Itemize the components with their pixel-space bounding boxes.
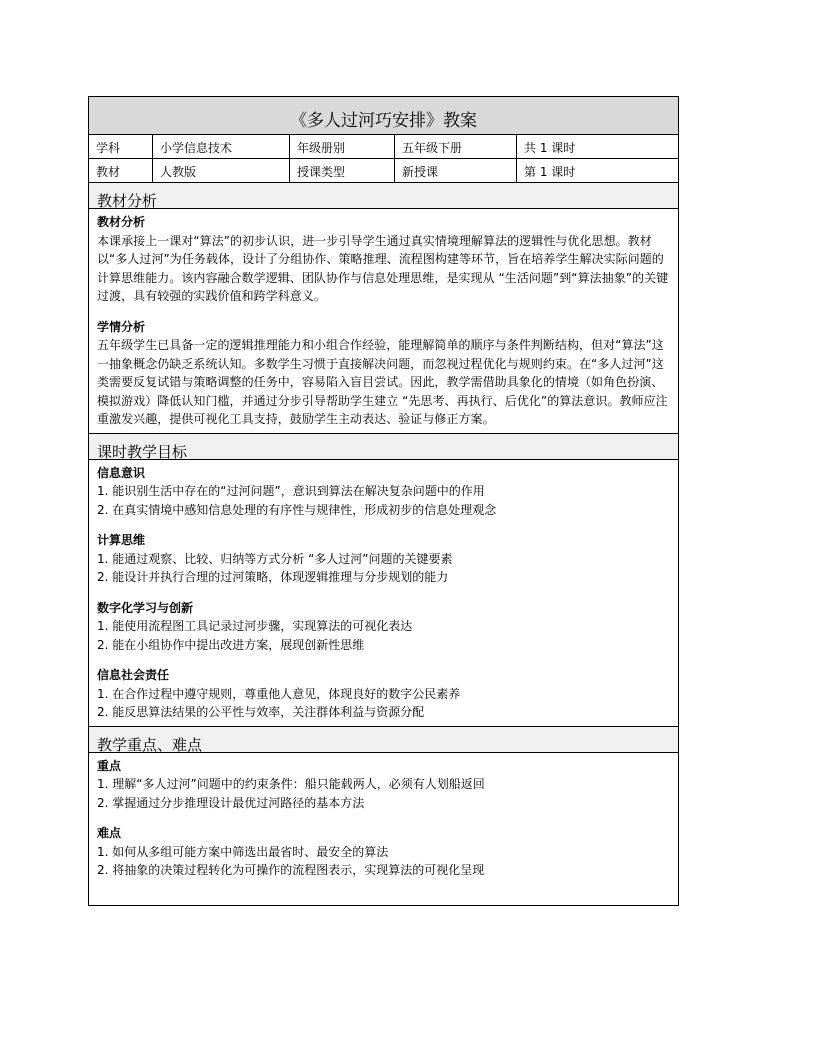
section-body-keypoints xyxy=(89,753,678,884)
meta-cell: 第 1 课时 xyxy=(524,165,576,179)
subheading: 计算思维 xyxy=(97,533,146,547)
meta-cell: 共 1 课时 xyxy=(524,141,576,155)
section-body-material xyxy=(89,209,678,434)
meta-cell: 新授课 xyxy=(395,159,517,182)
document-title: 《多人过河巧安排》教案 xyxy=(89,97,678,135)
paragraph: 五年级学生已具备一定的逻辑推理能力和小组合作经验，能理解简单的顺序与条件判断结构，但对“算法”这一抽象概念仍缺乏系统认知。多数学生习惯于直接解决问题，而忽视过程优化与规则约束。在“多人过河”这类需要反复试错与策略调整的任务中，容易陷入盲目尝试。因此，教学需借助具象化的情境（如角色扮演、模拟游戏）降低认知门槛，并通过分步引导帮助学生建立 “先思考、再执行、后优化”的算法意识。教师应注重激发兴趣，提供可视化工具支持，鼓励学生主动表达、验证与修正方案。 xyxy=(97,338,668,426)
meta-cell: 人教版 xyxy=(153,159,290,182)
section-body-objectives xyxy=(89,460,678,727)
section-heading-material: 教材分析 xyxy=(89,183,678,209)
lesson-plan-document xyxy=(88,96,679,906)
list-item: 2. 掌握通过分步推理设计最优过河路径的基本方法 xyxy=(97,795,365,810)
subheading: 信息意识 xyxy=(97,465,146,480)
meta-cell: 五年级下册 xyxy=(395,135,517,158)
meta-cell: 教材 xyxy=(89,159,153,182)
list-item: 1. 理解“多人过河”问题中的约束条件：船只能载两人，必须有人划船返回 xyxy=(97,777,485,791)
subheading: 重点 xyxy=(97,758,122,773)
meta-row-textbook xyxy=(89,159,678,183)
subheading: 信息社会责任 xyxy=(97,668,170,682)
list-item: 2. 将抽象的决策过程转化为可操作的流程图表示，实现算法的可视化呈现 xyxy=(97,863,485,877)
list-item: 2. 能反思算法结果的公平性与效率，关注群体利益与资源分配 xyxy=(97,705,425,719)
section-heading-keypoints: 教学重点、难点 xyxy=(89,727,678,753)
meta-cell: 小学信息技术 xyxy=(153,135,290,158)
section-heading-objectives: 课时教学目标 xyxy=(89,434,678,460)
list-item: 2. 能设计并执行合理的过河策略，体现逻辑推理与分步规划的能力 xyxy=(97,570,449,584)
list-item: 1. 能使用流程图工具记录过河步骤，实现算法的可视化表达 xyxy=(97,619,413,633)
subheading: 数字化学习与创新 xyxy=(97,600,194,615)
paragraph: 本课承接上一课对“算法”的初步认识，进一步引导学生通过真实情境理解算法的逻辑性与优化思想。教材以“多人过河”为任务载体，设计了分组协作、策略推理、流程图构建等环节，旨在培养学生解决实际问题的计算思维能力。该内容融合数学逻辑、团队协作与信息处理思维，是实现从 “生活问题”到“算法抽象”的关键过渡，具有较强的实践价值和跨学科意义。 xyxy=(97,233,669,303)
subheading: 学情分析 xyxy=(97,319,146,334)
list-item: 1. 如何从多组可能方案中筛选出最省时、最安全的算法 xyxy=(97,844,389,859)
subheading: 教材分析 xyxy=(97,215,146,229)
meta-cell: 授课类型 xyxy=(290,159,395,182)
meta-cell: 学科 xyxy=(89,135,153,158)
list-item: 2. 能在小组协作中提出改进方案，展现创新性思维 xyxy=(97,637,365,652)
meta-cell: 年级册别 xyxy=(290,135,395,158)
meta-row-subject xyxy=(89,135,678,159)
list-item: 1. 在合作过程中遵守规则，尊重他人意见，体现良好的数字公民素养 xyxy=(97,686,461,701)
list-item: 1. 能通过观察、比较、归纳等方式分析 “多人过河”问题的关键要素 xyxy=(97,551,453,566)
list-item: 1. 能识别生活中存在的“过河问题”，意识到算法在解决复杂问题中的作用 xyxy=(97,484,485,498)
subheading: 难点 xyxy=(97,826,122,840)
list-item: 2. 在真实情境中感知信息处理的有序性与规律性，形成初步的信息处理观念 xyxy=(97,502,497,517)
